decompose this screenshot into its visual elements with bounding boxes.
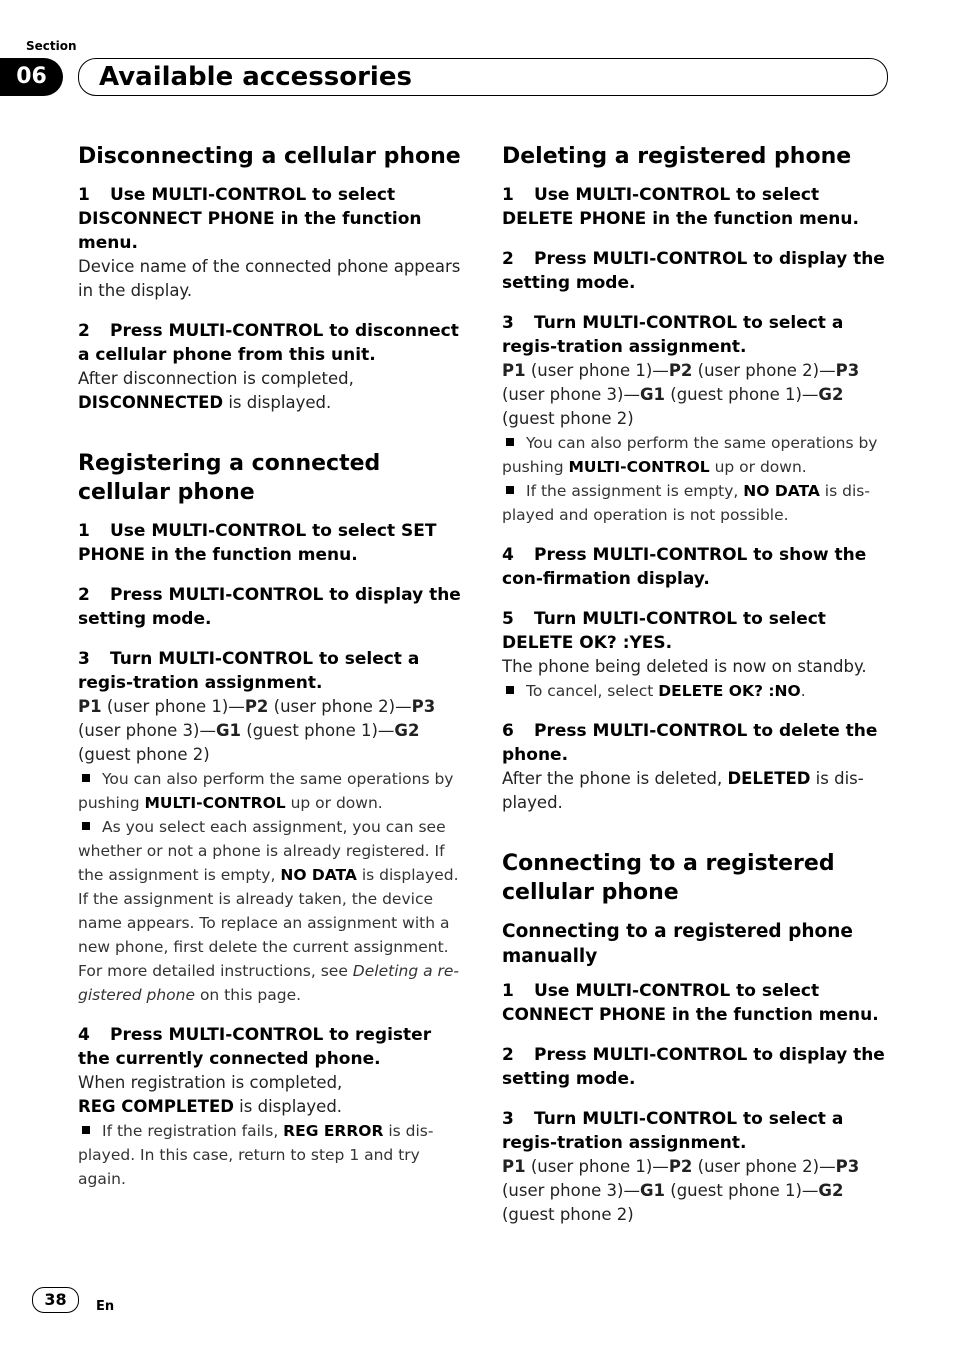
- assign-g2: G2: [818, 1181, 844, 1200]
- language-label: En: [96, 1299, 115, 1314]
- step-heading: [78, 647, 462, 695]
- note-text: is dis-played and operation is not possible.: [502, 482, 870, 524]
- note-text: If the assignment is empty,: [526, 482, 744, 500]
- assign-g2: G2: [818, 385, 844, 404]
- body-text: is dis-played.: [502, 769, 864, 812]
- note-text: is dis-played. In this case, return to step 1 and try again.: [78, 1122, 434, 1188]
- step-heading-text: Press MULTI-CONTROL to display the setting mode.: [502, 1045, 885, 1089]
- step-heading: [78, 583, 462, 631]
- assign-text: (user phone 2)—: [268, 697, 412, 716]
- step-connect-1: [502, 979, 894, 1027]
- assign-p2: P2: [668, 361, 693, 380]
- left-column: [78, 142, 462, 1207]
- bullet-icon: [82, 1126, 90, 1134]
- display-keyword: DISCONNECTED: [78, 393, 224, 412]
- note-text: up or down.: [709, 458, 807, 476]
- bullet-icon: [506, 686, 514, 694]
- assign-text: (user phone 3)—: [78, 721, 216, 740]
- step-number: 5: [502, 609, 514, 629]
- step-heading-text: Use MULTI-CONTROL to select CONNECT PHONE in the function menu.: [502, 981, 879, 1025]
- section-label: Section: [26, 39, 77, 53]
- assign-g1: G1: [640, 385, 666, 404]
- step-number: 3: [78, 649, 90, 669]
- assign-p1: P1: [502, 1157, 526, 1176]
- step-heading: [502, 247, 894, 295]
- assignment-sequence: [78, 695, 462, 767]
- step-heading: [502, 719, 894, 767]
- assign-g1: G1: [640, 1181, 666, 1200]
- step-body: [502, 767, 894, 815]
- note-text: up or down.: [285, 794, 383, 812]
- assign-text: (user phone 1)—: [525, 1157, 669, 1176]
- page-number: 38: [32, 1287, 79, 1313]
- step-delete-2: [502, 247, 894, 295]
- display-keyword: MULTI-CONTROL: [568, 458, 710, 476]
- step-number: 6: [502, 721, 514, 741]
- note-text: If the registration fails,: [102, 1122, 284, 1140]
- step-heading-text: Press MULTI-CONTROL to show the con-firmation display.: [502, 545, 867, 589]
- step-body: Device name of the connected phone appears in the display.: [78, 257, 461, 300]
- step-heading-text: Press MULTI-CONTROL to display the setting mode.: [78, 585, 461, 629]
- assign-p3: P3: [835, 361, 860, 380]
- step-number: 2: [78, 585, 90, 605]
- step-heading-text: Use MULTI-CONTROL to select DISCONNECT PHONE in the function menu.: [78, 185, 422, 253]
- display-keyword: MULTI-CONTROL: [144, 794, 286, 812]
- step-heading-text: Turn MULTI-CONTROL to select DELETE OK? :YES.: [502, 609, 826, 653]
- assign-p3: P3: [835, 1157, 860, 1176]
- step-heading: [502, 979, 894, 1027]
- step-heading: [502, 183, 894, 231]
- assign-text: (guest phone 1)—: [665, 1181, 819, 1200]
- step-heading-text: Turn MULTI-CONTROL to select a regis-tration assignment.: [502, 1109, 844, 1153]
- step-heading: [502, 311, 894, 359]
- note: [78, 767, 462, 815]
- assign-text: (user phone 2)—: [692, 1157, 836, 1176]
- assign-p2: P2: [244, 697, 269, 716]
- note-text: .: [800, 682, 806, 700]
- display-keyword: DELETED: [727, 769, 811, 788]
- step-heading-text: Use MULTI-CONTROL to select SET PHONE in the function menu.: [78, 521, 437, 565]
- step-body: [78, 367, 462, 415]
- note-text: As you select each assignment, you can see whether or not a phone is already registered. If the assignment is empty,: [78, 818, 446, 884]
- step-heading: [502, 1043, 894, 1091]
- step-disconnect-2: [78, 319, 462, 415]
- step-number: 2: [502, 249, 514, 269]
- step-delete-5: [502, 607, 894, 703]
- step-heading: [502, 1107, 894, 1155]
- assign-p1: P1: [78, 697, 102, 716]
- display-keyword: NO DATA: [743, 482, 820, 500]
- step-heading: [502, 543, 894, 591]
- section-number: 06: [0, 58, 63, 96]
- step-heading-text: Press MULTI-CONTROL to register the currently connected phone.: [78, 1025, 432, 1069]
- step-connect-3: [502, 1107, 894, 1227]
- body-text: is displayed.: [233, 1097, 343, 1116]
- step-number: 2: [502, 1045, 514, 1065]
- heading-connecting: Connecting to a registered cellular phone: [502, 851, 835, 905]
- step-delete-6: [502, 719, 894, 815]
- step-number: 4: [78, 1025, 90, 1045]
- body-text: After the phone is deleted,: [502, 769, 728, 788]
- heading-disconnecting: Disconnecting a cellular phone: [78, 144, 461, 169]
- step-number: 2: [78, 321, 90, 341]
- assignment-sequence: [502, 1155, 894, 1227]
- step-heading-text: Press MULTI-CONTROL to display the setting mode.: [502, 249, 885, 293]
- assignment-sequence: [502, 359, 894, 431]
- right-column: [502, 142, 894, 1243]
- step-number: 4: [502, 545, 514, 565]
- assign-g2: G2: [394, 721, 420, 740]
- step-heading: [502, 607, 894, 655]
- step-heading: [78, 519, 462, 567]
- subheading-connecting-manually: Connecting to a registered phone manually: [502, 921, 853, 967]
- display-keyword: REG COMPLETED: [78, 1097, 234, 1116]
- display-keyword: NO DATA: [280, 866, 357, 884]
- step-register-4: [78, 1023, 462, 1191]
- step-register-2: [78, 583, 462, 631]
- display-keyword: REG ERROR: [283, 1122, 384, 1140]
- note: [78, 815, 462, 1007]
- heading-registering: Registering a connected cellular phone: [78, 451, 381, 505]
- note-text: is displayed. If the assignment is already taken, the device name appears. To replace an assignment with a new phone, first delete the current assignment. For more detailed instructions, see: [78, 866, 459, 980]
- note: [78, 1119, 462, 1191]
- step-heading-text: Turn MULTI-CONTROL to select a regis-tration assignment.: [78, 649, 420, 693]
- cross-reference-link[interactable]: Deleting a re-gistered phone: [78, 962, 460, 1004]
- bullet-icon: [506, 438, 514, 446]
- note-text: on this page.: [195, 986, 302, 1004]
- step-register-1: [78, 519, 462, 567]
- body-text: When registration is completed,: [78, 1073, 343, 1092]
- assign-text: (guest phone 1)—: [241, 721, 395, 740]
- step-number: 3: [502, 313, 514, 333]
- step-number: 1: [78, 185, 90, 205]
- assign-p2: P2: [668, 1157, 693, 1176]
- step-body: [78, 1071, 462, 1119]
- step-number: 1: [78, 521, 90, 541]
- bullet-icon: [506, 486, 514, 494]
- note-text: You can also perform the same operations by pushing: [78, 770, 454, 812]
- heading-deleting: Deleting a registered phone: [502, 144, 852, 169]
- note-text: To cancel, select: [526, 682, 659, 700]
- step-number: 1: [502, 185, 514, 205]
- display-keyword: DELETE OK? :NO: [658, 682, 801, 700]
- step-delete-1: [502, 183, 894, 231]
- assign-text: (user phone 2)—: [692, 361, 836, 380]
- step-number: 3: [502, 1109, 514, 1129]
- assign-text: (user phone 3)—: [502, 385, 640, 404]
- step-delete-4: [502, 543, 894, 591]
- assign-text: (user phone 1)—: [101, 697, 245, 716]
- step-heading: [78, 183, 462, 255]
- assign-text: (guest phone 2): [502, 1205, 634, 1224]
- section-title-box: [78, 58, 888, 96]
- step-heading: [78, 319, 462, 367]
- step-heading-text: Turn MULTI-CONTROL to select a regis-tration assignment.: [502, 313, 844, 357]
- note-text: You can also perform the same operations by pushing: [502, 434, 878, 476]
- step-heading-text: Press MULTI-CONTROL to disconnect a cellular phone from this unit.: [78, 321, 459, 365]
- step-body: The phone being deleted is now on standby.: [502, 657, 867, 676]
- step-register-3: [78, 647, 462, 1007]
- assign-text: (user phone 3)—: [502, 1181, 640, 1200]
- assign-text: (guest phone 2): [502, 409, 634, 428]
- step-disconnect-1: [78, 183, 462, 303]
- body-text: is displayed.: [223, 393, 332, 412]
- assign-text: (user phone 1)—: [525, 361, 669, 380]
- note: [502, 479, 894, 527]
- assign-p1: P1: [502, 361, 526, 380]
- step-number: 1: [502, 981, 514, 1001]
- assign-g1: G1: [216, 721, 242, 740]
- bullet-icon: [82, 774, 90, 782]
- assign-text: (guest phone 2): [78, 745, 210, 764]
- step-heading-text: Press MULTI-CONTROL to delete the phone.: [502, 721, 878, 765]
- note: [502, 431, 894, 479]
- step-heading: [78, 1023, 462, 1071]
- body-text: After disconnection is completed,: [78, 369, 354, 388]
- bullet-icon: [82, 822, 90, 830]
- assign-text: (guest phone 1)—: [665, 385, 819, 404]
- assign-p3: P3: [411, 697, 436, 716]
- note: [502, 679, 894, 703]
- step-heading-text: Use MULTI-CONTROL to select DELETE PHONE in the function menu.: [502, 185, 859, 229]
- step-delete-3: [502, 311, 894, 527]
- step-connect-2: [502, 1043, 894, 1091]
- section-title: Available accessories: [99, 62, 412, 92]
